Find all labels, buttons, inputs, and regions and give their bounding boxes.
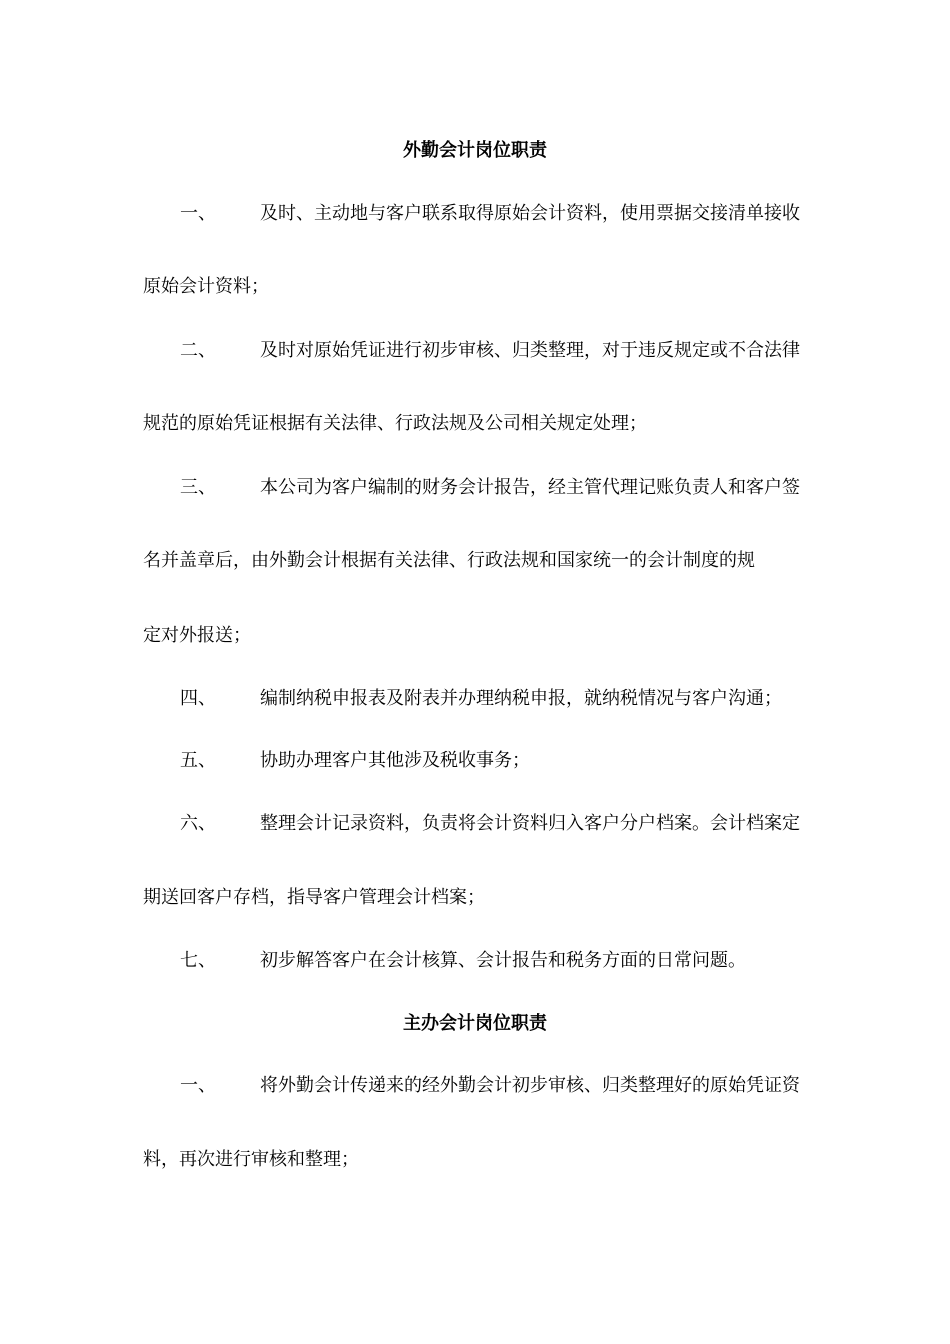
section-title: 外勤会计岗位职责 [403, 140, 547, 161]
item-text: 初步解答客户在会计核算、会计报告和税务方面的日常问题。 [260, 950, 746, 971]
item-number: 一、 [180, 203, 216, 224]
item-text-continuation: 料，再次进行审核和整理； [143, 1149, 359, 1170]
list-item [143, 687, 823, 711]
item-text-continuation: 期送回客户存档，指导客户管理会计档案； [143, 887, 485, 908]
item-number: 四、 [180, 688, 216, 709]
list-item [143, 339, 823, 363]
item-text: 将外勤会计传递来的经外勤会计初步审核、归类整理好的原始凭证资 [260, 1075, 800, 1096]
item-text: 本公司为客户编制的财务会计报告，经主管代理记账负责人和客户签 [260, 477, 800, 498]
item-number: 三、 [180, 477, 216, 498]
item-text-continuation: 定对外报送； [143, 625, 251, 646]
item-text-continuation: 规范的原始凭证根据有关法律、行政法规及公司相关规定处理； [143, 413, 647, 434]
item-number: 一、 [180, 1075, 216, 1096]
list-item [143, 1074, 823, 1098]
list-item [143, 476, 823, 500]
item-text: 及时、主动地与客户联系取得原始会计资料，使用票据交接清单接收 [260, 203, 800, 224]
section-title: 主办会计岗位职责 [403, 1013, 547, 1034]
list-item [143, 749, 823, 773]
item-number: 五、 [180, 750, 216, 771]
item-number: 七、 [180, 950, 216, 971]
item-text: 及时对原始凭证进行初步审核、归类整理，对于违反规定或不合法律 [260, 340, 800, 361]
item-text-continuation: 原始会计资料； [143, 276, 269, 297]
item-text: 整理会计记录资料，负责将会计资料归入客户分户档案。会计档案定 [260, 813, 800, 834]
item-text: 协助办理客户其他涉及税收事务； [260, 750, 530, 771]
list-item [143, 202, 823, 226]
item-number: 六、 [180, 813, 216, 834]
list-item [143, 949, 823, 973]
list-item [143, 812, 823, 836]
item-number: 二、 [180, 340, 216, 361]
item-text-continuation: 名并盖章后，由外勤会计根据有关法律、行政法规和国家统一的会计制度的规 [143, 550, 755, 571]
item-text: 编制纳税申报表及附表并办理纳税申报，就纳税情况与客户沟通； [260, 688, 782, 709]
